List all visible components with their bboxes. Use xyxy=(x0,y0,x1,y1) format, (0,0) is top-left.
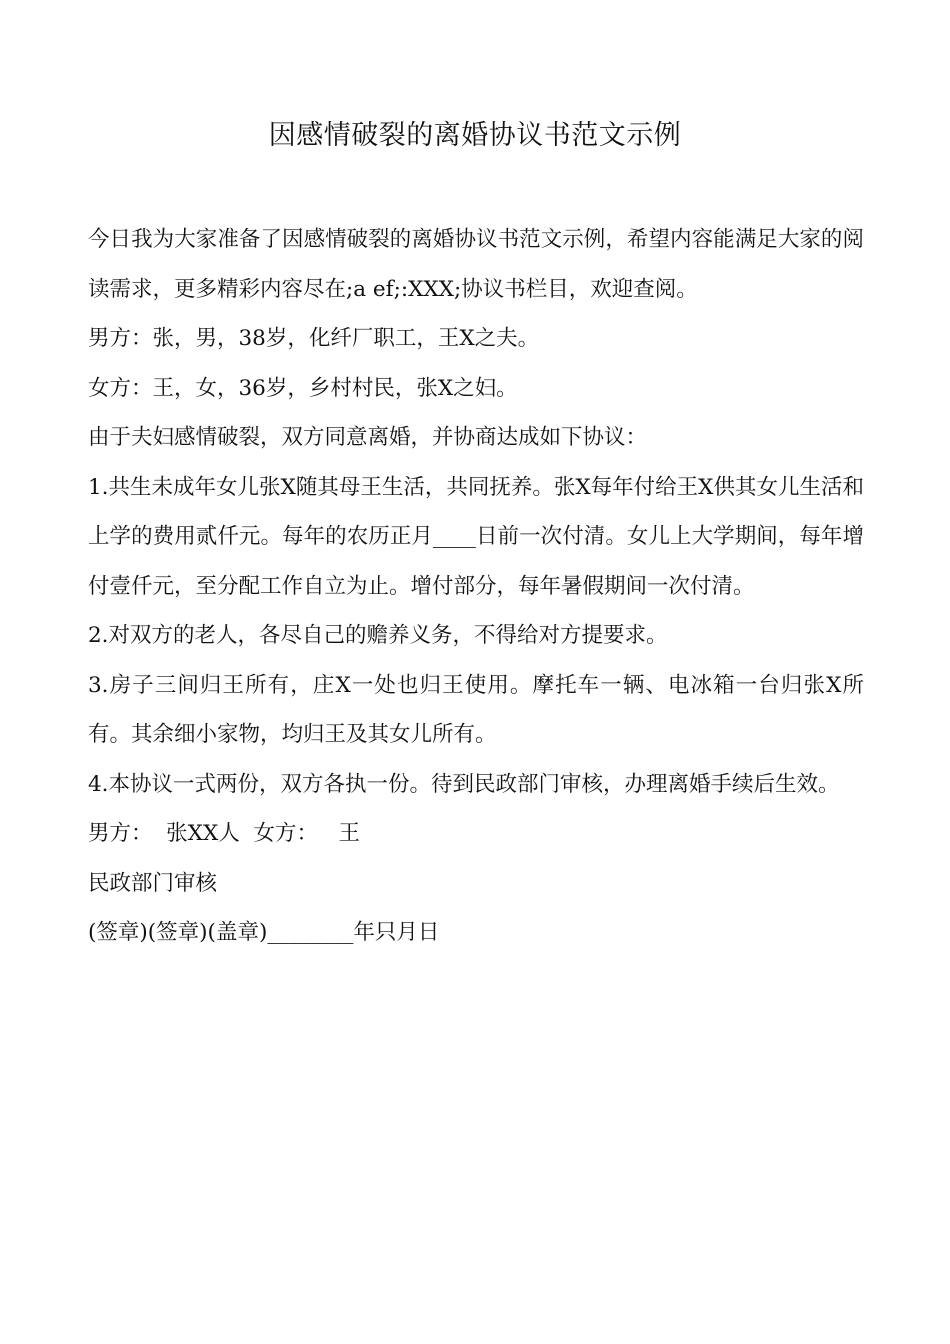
intro-paragraph: 今日我为大家准备了因感情破裂的离婚协议书范文示例，希望内容能满足大家的阅读需求，更多精彩内容尽在;a ef;:XXX;协议书栏目，欢迎查阅。 xyxy=(88,227,864,302)
wife-info: 女方：王，女，36岁，乡村村民，张X之妇。 xyxy=(88,375,518,401)
seal-date-line: (签章)(签章)(盖章)________年只月日 xyxy=(88,920,440,945)
clause-1: 1.共生未成年女儿张X随其母王生活，共同抚养。张X每年付给王X供其女儿生活和上学的费用贰仟元。每年的农历正月____日前一次付清。女儿上大学期间，每年增付壹仟元，至分配工作自立为止。增付部分，每年暑假期间一次付清。 xyxy=(88,474,864,599)
clause-3: 3.房子三间归王所有，庄X一处也归王使用。摩托车一辆、电冰箱一台归张X所有。其余细小家物，均归王及其女儿所有。 xyxy=(88,672,864,747)
husband-info: 男方：张，男，38岁，化纤厂职工，王X之夫。 xyxy=(88,326,540,351)
signature-line: 男方： 张XX人 女方： 王 xyxy=(88,821,360,846)
document-body xyxy=(88,215,864,958)
agreement-preamble: 由于夫妇感情破裂，双方同意离婚，并协商达成如下协议： xyxy=(88,425,648,450)
document-title: 因感情破裂的离婚协议书范文示例 xyxy=(268,120,682,151)
review-line: 民政部门审核 xyxy=(88,870,218,896)
clause-2: 2.对双方的老人，各尽自己的赡养义务，不得给对方提要求。 xyxy=(88,623,668,648)
clause-4: 4.本协议一式两份，双方各执一份。待到民政部门审核，办理离婚手续后生效。 xyxy=(88,771,840,797)
